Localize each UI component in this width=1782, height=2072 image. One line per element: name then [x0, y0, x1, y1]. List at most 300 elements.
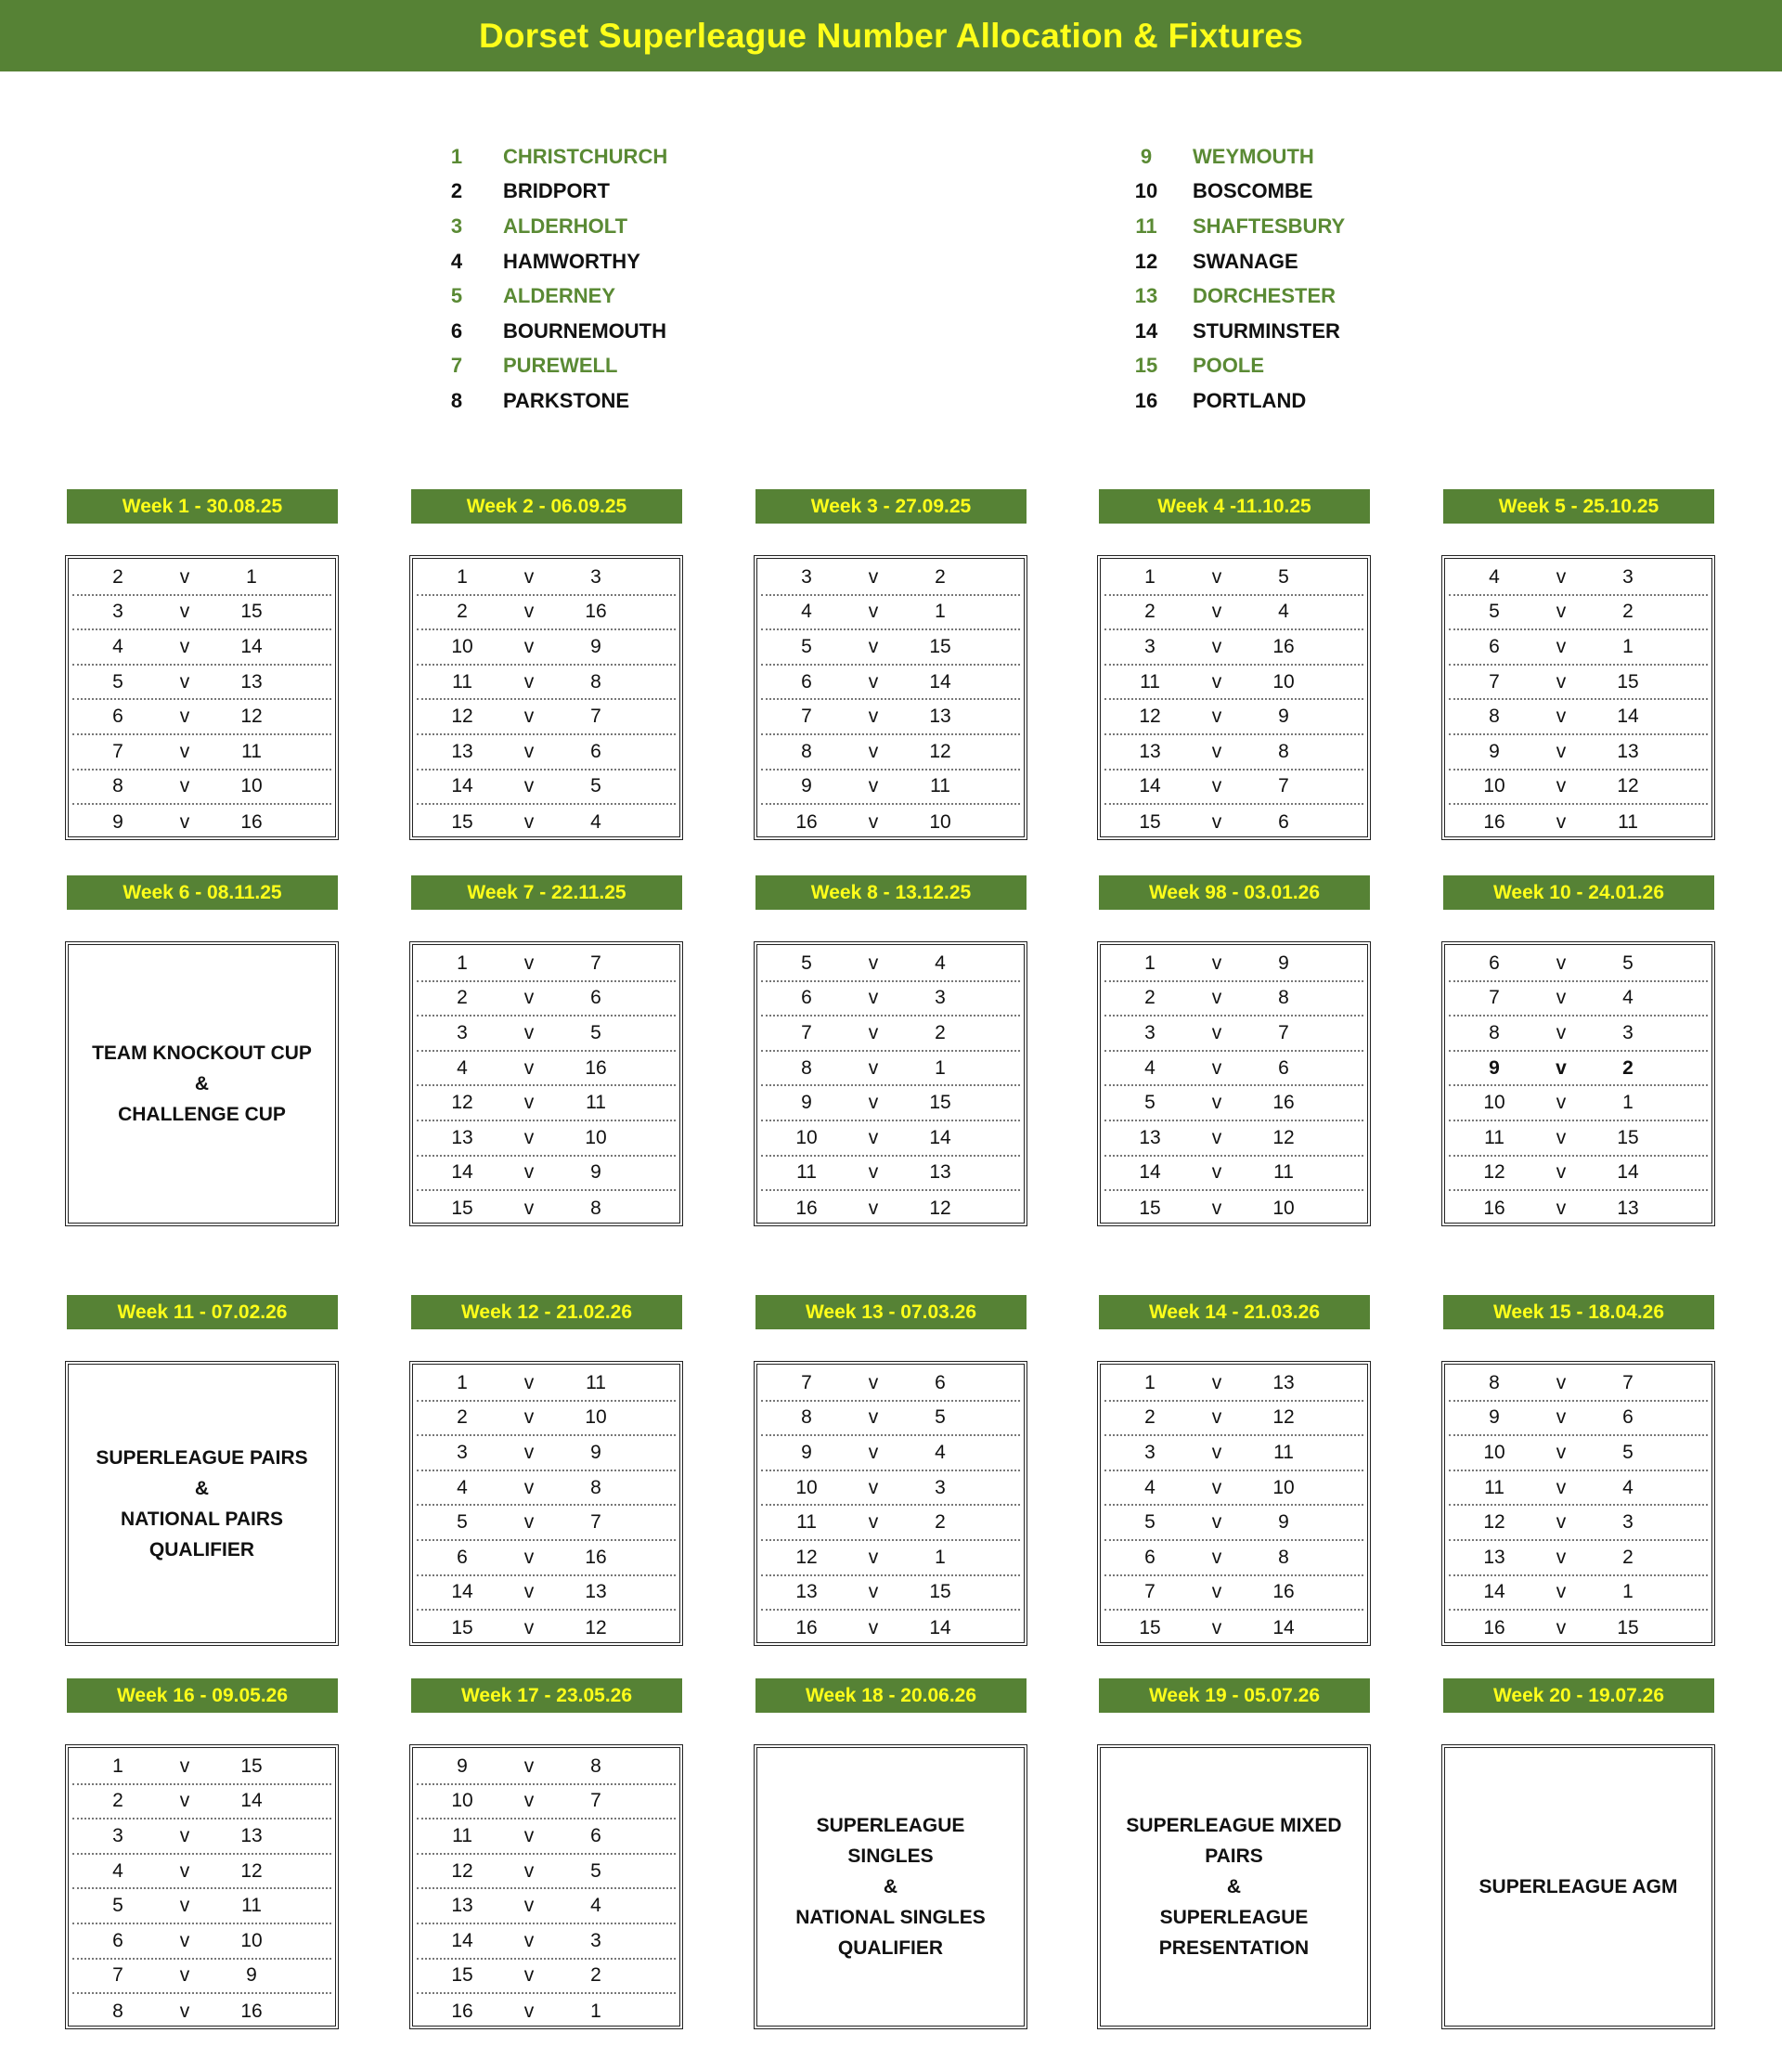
home-team-number: 11 — [1484, 1126, 1504, 1148]
versus-label: v — [523, 1021, 535, 1043]
versus-label: v — [1556, 1021, 1567, 1043]
away-team-number: 4 — [590, 1895, 601, 1917]
away-team-number: 2 — [590, 1964, 601, 1987]
fixture-row — [761, 1541, 1020, 1576]
title-banner — [0, 0, 1782, 71]
fixture-row — [1104, 596, 1363, 631]
away-team-number: 14 — [240, 1790, 263, 1812]
away-team-number: 8 — [1278, 987, 1289, 1009]
team-name: PORTLAND — [1193, 388, 1307, 412]
fixture-row — [1104, 1157, 1363, 1192]
week-header: Week 6 - 08.11.25 — [67, 875, 338, 910]
home-team-number: 8 — [112, 775, 123, 797]
fixture-row — [417, 735, 676, 771]
event-box — [1441, 1744, 1715, 2029]
versus-label: v — [1211, 1406, 1222, 1429]
away-team-number: 2 — [1622, 1546, 1634, 1568]
versus-label: v — [523, 1511, 535, 1534]
fixture-row — [1449, 771, 1708, 806]
home-team-number: 10 — [795, 1476, 818, 1498]
event-text: & — [1226, 1876, 1242, 1897]
week-header: Week 13 - 07.03.26 — [755, 1295, 1027, 1329]
away-team-number: 8 — [1278, 740, 1289, 762]
home-team-number: 3 — [1144, 635, 1156, 657]
home-team-number: 2 — [457, 601, 468, 623]
versus-label: v — [523, 1824, 535, 1846]
away-team-number: 6 — [590, 740, 601, 762]
away-team-number: 10 — [240, 1929, 263, 1951]
team-number: 14 — [1134, 318, 1158, 343]
versus-label: v — [1556, 740, 1567, 762]
fixture-row — [1104, 1506, 1363, 1541]
home-team-number: 14 — [451, 1581, 473, 1603]
away-team-number: 4 — [935, 1441, 946, 1463]
home-team-number: 4 — [112, 1859, 123, 1882]
home-team-number: 8 — [1489, 706, 1500, 728]
team-name: ALDERHOLT — [503, 214, 628, 238]
home-team-number: 9 — [1489, 1406, 1500, 1429]
versus-label: v — [523, 1895, 535, 1917]
away-team-number: 7 — [1278, 775, 1289, 797]
versus-label: v — [1556, 775, 1567, 797]
fixture-row — [417, 1471, 676, 1507]
away-team-number: 7 — [590, 952, 601, 974]
versus-label: v — [179, 670, 190, 693]
away-team-number: 2 — [935, 565, 946, 588]
home-team-number: 14 — [1483, 1581, 1505, 1603]
home-team-number: 8 — [801, 1056, 812, 1079]
away-team-number: 13 — [585, 1581, 607, 1603]
versus-label: v — [523, 775, 535, 797]
fixture-row — [1449, 1121, 1708, 1157]
away-team-number: 11 — [241, 1895, 262, 1917]
away-team-number: 3 — [1622, 1511, 1634, 1534]
fixture-table — [65, 1744, 339, 2029]
versus-label: v — [1211, 635, 1222, 657]
away-team-number: 6 — [1278, 1056, 1289, 1079]
home-team-number: 7 — [801, 706, 812, 728]
team-row — [434, 349, 667, 384]
away-team-number: 6 — [590, 987, 601, 1009]
away-team-number: 5 — [590, 1859, 601, 1882]
away-team-number: 12 — [1617, 775, 1639, 797]
versus-label: v — [868, 1371, 879, 1393]
fixture-row — [1449, 1576, 1708, 1612]
versus-label: v — [1211, 565, 1222, 588]
team-name: CHRISTCHURCH — [503, 144, 668, 168]
fixture-row — [72, 630, 331, 666]
event-text: SUPERLEAGUE MIXED PAIRS — [1126, 1815, 1342, 1867]
fixture-row — [1449, 1052, 1708, 1087]
versus-label: v — [868, 565, 879, 588]
home-team-number: 9 — [457, 1755, 468, 1777]
home-team-number: 6 — [801, 987, 812, 1009]
fixture-row — [761, 982, 1020, 1017]
versus-label: v — [868, 635, 879, 657]
home-team-number: 7 — [1489, 670, 1500, 693]
team-number: 9 — [1140, 144, 1153, 168]
week-header: Week 7 - 22.11.25 — [411, 875, 682, 910]
team-number: 1 — [450, 144, 463, 168]
week-header: Week 11 - 07.02.26 — [67, 1295, 338, 1329]
week-header: Week 98 - 03.01.26 — [1099, 875, 1370, 910]
week-header: Week 19 - 05.07.26 — [1099, 1678, 1370, 1713]
home-team-number: 11 — [452, 670, 472, 693]
fixture-row — [417, 1052, 676, 1087]
away-team-number: 4 — [1278, 601, 1289, 623]
fixture-row — [761, 771, 1020, 806]
fixture-row — [1104, 735, 1363, 771]
fixture-row — [72, 805, 331, 840]
home-team-number: 7 — [801, 1371, 812, 1393]
home-team-number: 2 — [112, 1790, 123, 1812]
fixture-row — [417, 700, 676, 735]
away-team-number: 16 — [240, 810, 263, 833]
home-team-number: 4 — [112, 635, 123, 657]
versus-label: v — [179, 2000, 190, 2022]
home-team-number: 16 — [1483, 1616, 1505, 1638]
fixture-row — [72, 1924, 331, 1960]
away-team-number: 3 — [1622, 1021, 1634, 1043]
away-team-number: 15 — [929, 1581, 951, 1603]
fixture-row — [72, 735, 331, 771]
away-team-number: 4 — [1622, 1476, 1634, 1498]
away-team-number: 15 — [929, 1092, 951, 1114]
fixture-row — [417, 1541, 676, 1576]
fixture-row — [1449, 947, 1708, 982]
away-team-number: 13 — [1272, 1371, 1295, 1393]
away-team-number: 7 — [590, 1790, 601, 1812]
fixture-row — [417, 596, 676, 631]
versus-label: v — [523, 1371, 535, 1393]
versus-label: v — [1556, 1371, 1567, 1393]
team-name: POOLE — [1193, 354, 1265, 378]
away-team-number: 6 — [590, 1824, 601, 1846]
versus-label: v — [1211, 1581, 1222, 1603]
versus-label: v — [1211, 952, 1222, 974]
home-team-number: 4 — [1489, 565, 1500, 588]
home-team-number: 11 — [452, 1824, 472, 1846]
home-team-number: 16 — [1483, 810, 1505, 833]
away-team-number: 2 — [935, 1511, 946, 1534]
fixture-row — [761, 1086, 1020, 1121]
away-team-number: 8 — [590, 1476, 601, 1498]
away-team-number: 14 — [240, 635, 263, 657]
versus-label: v — [868, 810, 879, 833]
fixture-row — [761, 805, 1020, 840]
versus-label: v — [523, 601, 535, 623]
week-header: Week 2 - 06.09.25 — [411, 489, 682, 524]
away-team-number: 11 — [1273, 1161, 1294, 1184]
versus-label: v — [1211, 706, 1222, 728]
home-team-number: 12 — [451, 706, 473, 728]
fixture-row — [1449, 596, 1708, 631]
away-team-number: 16 — [585, 1056, 607, 1079]
team-number: 11 — [1135, 214, 1157, 238]
away-team-number: 12 — [929, 1197, 951, 1219]
versus-label: v — [1211, 1197, 1222, 1219]
home-team-number: 7 — [112, 1964, 123, 1987]
away-team-number: 7 — [590, 706, 601, 728]
fixture-row — [417, 1191, 676, 1226]
week-header: Week 20 - 19.07.26 — [1443, 1678, 1714, 1713]
versus-label: v — [1211, 1161, 1222, 1184]
versus-label: v — [868, 1056, 879, 1079]
team-row — [1124, 175, 1345, 210]
away-team-number: 13 — [929, 1161, 951, 1184]
versus-label: v — [1556, 1161, 1567, 1184]
away-team-number: 13 — [929, 706, 951, 728]
team-list-left — [434, 139, 667, 419]
fixture-row — [1449, 1191, 1708, 1226]
versus-label: v — [523, 810, 535, 833]
home-team-number: 16 — [795, 1197, 818, 1219]
away-team-number: 16 — [585, 1546, 607, 1568]
fixture-row — [72, 561, 331, 596]
fixture-row — [417, 1436, 676, 1471]
away-team-number: 15 — [240, 601, 263, 623]
home-team-number: 5 — [1489, 601, 1500, 623]
away-team-number: 12 — [929, 740, 951, 762]
away-team-number: 16 — [585, 601, 607, 623]
team-number: 3 — [450, 214, 463, 238]
fixture-row — [417, 561, 676, 596]
away-team-number: 11 — [1618, 810, 1638, 833]
versus-label: v — [1556, 1092, 1567, 1114]
team-name: BOURNEMOUTH — [503, 318, 666, 343]
home-team-number: 15 — [451, 1616, 473, 1638]
away-team-number: 11 — [241, 740, 262, 762]
fixture-row — [417, 666, 676, 701]
fixture-row — [417, 1994, 676, 2029]
home-team-number: 11 — [796, 1511, 817, 1534]
team-row — [434, 244, 667, 279]
home-team-number: 13 — [1139, 740, 1161, 762]
team-number: 12 — [1134, 249, 1158, 273]
week-header: Week 12 - 21.02.26 — [411, 1295, 682, 1329]
away-team-number: 1 — [590, 2000, 601, 2022]
versus-label: v — [1556, 1476, 1567, 1498]
away-team-number: 13 — [1617, 1197, 1639, 1219]
versus-label: v — [523, 1441, 535, 1463]
versus-label: v — [868, 1161, 879, 1184]
versus-label: v — [523, 1406, 535, 1429]
versus-label: v — [1211, 1056, 1222, 1079]
versus-label: v — [868, 1021, 879, 1043]
away-team-number: 16 — [1272, 635, 1295, 657]
team-row — [434, 278, 667, 314]
home-team-number: 6 — [1489, 952, 1500, 974]
versus-label: v — [1211, 1371, 1222, 1393]
away-team-number: 9 — [590, 1441, 601, 1463]
away-team-number: 16 — [1272, 1092, 1295, 1114]
away-team-number: 4 — [935, 952, 946, 974]
away-team-number: 12 — [1272, 1406, 1295, 1429]
team-row — [434, 383, 667, 419]
fixture-row — [1449, 1402, 1708, 1437]
away-team-number: 9 — [246, 1964, 257, 1987]
versus-label: v — [868, 1441, 879, 1463]
event-text: NATIONAL PAIRS QUALIFIER — [120, 1508, 283, 1560]
event-text: SUPERLEAGUE SINGLES — [816, 1815, 965, 1867]
fixture-row — [72, 596, 331, 631]
away-team-number: 10 — [929, 810, 951, 833]
team-name: WEYMOUTH — [1193, 144, 1314, 168]
versus-label: v — [868, 1511, 879, 1534]
away-team-number: 8 — [1278, 1546, 1289, 1568]
away-team-number: 10 — [585, 1406, 607, 1429]
home-team-number: 8 — [1489, 1021, 1500, 1043]
fixture-row — [761, 1402, 1020, 1437]
versus-label: v — [179, 706, 190, 728]
team-row — [1124, 383, 1345, 419]
home-team-number: 8 — [1489, 1371, 1500, 1393]
versus-label: v — [523, 1755, 535, 1777]
away-team-number: 14 — [1617, 1161, 1639, 1184]
week-header: Week 4 -11.10.25 — [1099, 489, 1370, 524]
away-team-number: 5 — [1622, 1441, 1634, 1463]
fixture-row — [1104, 1471, 1363, 1507]
fixture-row — [417, 1157, 676, 1192]
home-team-number: 15 — [451, 1197, 473, 1219]
versus-label: v — [179, 1895, 190, 1917]
team-list-right — [1124, 139, 1345, 419]
home-team-number: 12 — [1483, 1161, 1505, 1184]
away-team-number: 4 — [590, 810, 601, 833]
home-team-number: 13 — [451, 740, 473, 762]
away-team-number: 2 — [1622, 1056, 1634, 1079]
home-team-number: 12 — [795, 1546, 818, 1568]
versus-label: v — [179, 565, 190, 588]
versus-label: v — [1556, 1511, 1567, 1534]
away-team-number: 5 — [590, 775, 601, 797]
team-name: BRIDPORT — [503, 179, 610, 203]
team-row — [434, 314, 667, 349]
home-team-number: 12 — [451, 1859, 473, 1882]
away-team-number: 1 — [1622, 1092, 1634, 1114]
versus-label: v — [1556, 706, 1567, 728]
versus-label: v — [523, 1616, 535, 1638]
versus-label: v — [179, 810, 190, 833]
versus-label: v — [523, 565, 535, 588]
home-team-number: 5 — [112, 1895, 123, 1917]
home-team-number: 16 — [451, 2000, 473, 2022]
fixture-row — [1104, 947, 1363, 982]
fixture-row — [761, 1576, 1020, 1612]
fixture-row — [417, 947, 676, 982]
team-name: PUREWELL — [503, 354, 618, 378]
team-name: SWANAGE — [1193, 249, 1298, 273]
away-team-number: 12 — [585, 1616, 607, 1638]
versus-label: v — [868, 775, 879, 797]
fixture-row — [1104, 982, 1363, 1017]
fixture-table — [1097, 941, 1371, 1226]
home-team-number: 10 — [1483, 1441, 1505, 1463]
team-row — [1124, 244, 1345, 279]
away-team-number: 7 — [1278, 1021, 1289, 1043]
home-team-number: 2 — [1144, 987, 1156, 1009]
week-header: Week 15 - 18.04.26 — [1443, 1295, 1714, 1329]
versus-label: v — [1211, 670, 1222, 693]
home-team-number: 9 — [112, 810, 123, 833]
versus-label: v — [1556, 1056, 1567, 1079]
versus-label: v — [179, 635, 190, 657]
versus-label: v — [1556, 601, 1567, 623]
away-team-number: 5 — [1278, 565, 1289, 588]
fixture-table — [409, 555, 683, 840]
week-header: Week 3 - 27.09.25 — [755, 489, 1027, 524]
home-team-number: 8 — [801, 1406, 812, 1429]
home-team-number: 14 — [451, 1929, 473, 1951]
away-team-number: 6 — [1622, 1406, 1634, 1429]
team-row — [1124, 139, 1345, 175]
fixture-row — [417, 630, 676, 666]
fixture-row — [1104, 666, 1363, 701]
home-team-number: 6 — [1144, 1546, 1156, 1568]
versus-label: v — [868, 987, 879, 1009]
away-team-number: 3 — [1622, 565, 1634, 588]
versus-label: v — [1556, 1546, 1567, 1568]
home-team-number: 4 — [801, 601, 812, 623]
home-team-number: 15 — [1139, 1197, 1161, 1219]
home-team-number: 3 — [112, 601, 123, 623]
week-header: Week 18 - 20.06.26 — [755, 1678, 1027, 1713]
versus-label: v — [1211, 1546, 1222, 1568]
away-team-number: 9 — [1278, 952, 1289, 974]
fixture-table — [754, 555, 1027, 840]
home-team-number: 5 — [112, 670, 123, 693]
fixture-row — [417, 1017, 676, 1052]
versus-label: v — [1556, 1616, 1567, 1638]
versus-label: v — [523, 1546, 535, 1568]
fixture-row — [1449, 982, 1708, 1017]
home-team-number: 15 — [1139, 810, 1161, 833]
away-team-number: 9 — [590, 1161, 601, 1184]
home-team-number: 6 — [801, 670, 812, 693]
versus-label: v — [1556, 1406, 1567, 1429]
away-team-number: 15 — [1617, 1126, 1639, 1148]
fixture-table — [754, 1361, 1027, 1646]
home-team-number: 9 — [801, 1092, 812, 1114]
home-team-number: 9 — [801, 775, 812, 797]
away-team-number: 11 — [586, 1371, 606, 1393]
fixture-row — [761, 1191, 1020, 1226]
home-team-number: 11 — [796, 1161, 817, 1184]
fixture-row — [761, 700, 1020, 735]
fixture-row — [72, 1994, 331, 2029]
away-team-number: 14 — [929, 1126, 951, 1148]
home-team-number: 5 — [1144, 1092, 1156, 1114]
versus-label: v — [179, 1790, 190, 1812]
home-team-number: 11 — [1484, 1476, 1504, 1498]
home-team-number: 2 — [1144, 1406, 1156, 1429]
team-number: 6 — [450, 318, 463, 343]
fixture-row — [1449, 666, 1708, 701]
home-team-number: 13 — [795, 1581, 818, 1603]
away-team-number: 9 — [590, 635, 601, 657]
away-team-number: 15 — [1617, 670, 1639, 693]
versus-label: v — [868, 952, 879, 974]
team-number: 2 — [450, 179, 463, 203]
team-number: 13 — [1134, 284, 1158, 308]
versus-label: v — [868, 1406, 879, 1429]
fixture-row — [1449, 1436, 1708, 1471]
fixture-row — [1104, 1366, 1363, 1402]
fixture-row — [417, 1960, 676, 1995]
fixture-row — [72, 1889, 331, 1924]
home-team-number: 12 — [1139, 706, 1161, 728]
away-team-number: 11 — [930, 775, 950, 797]
